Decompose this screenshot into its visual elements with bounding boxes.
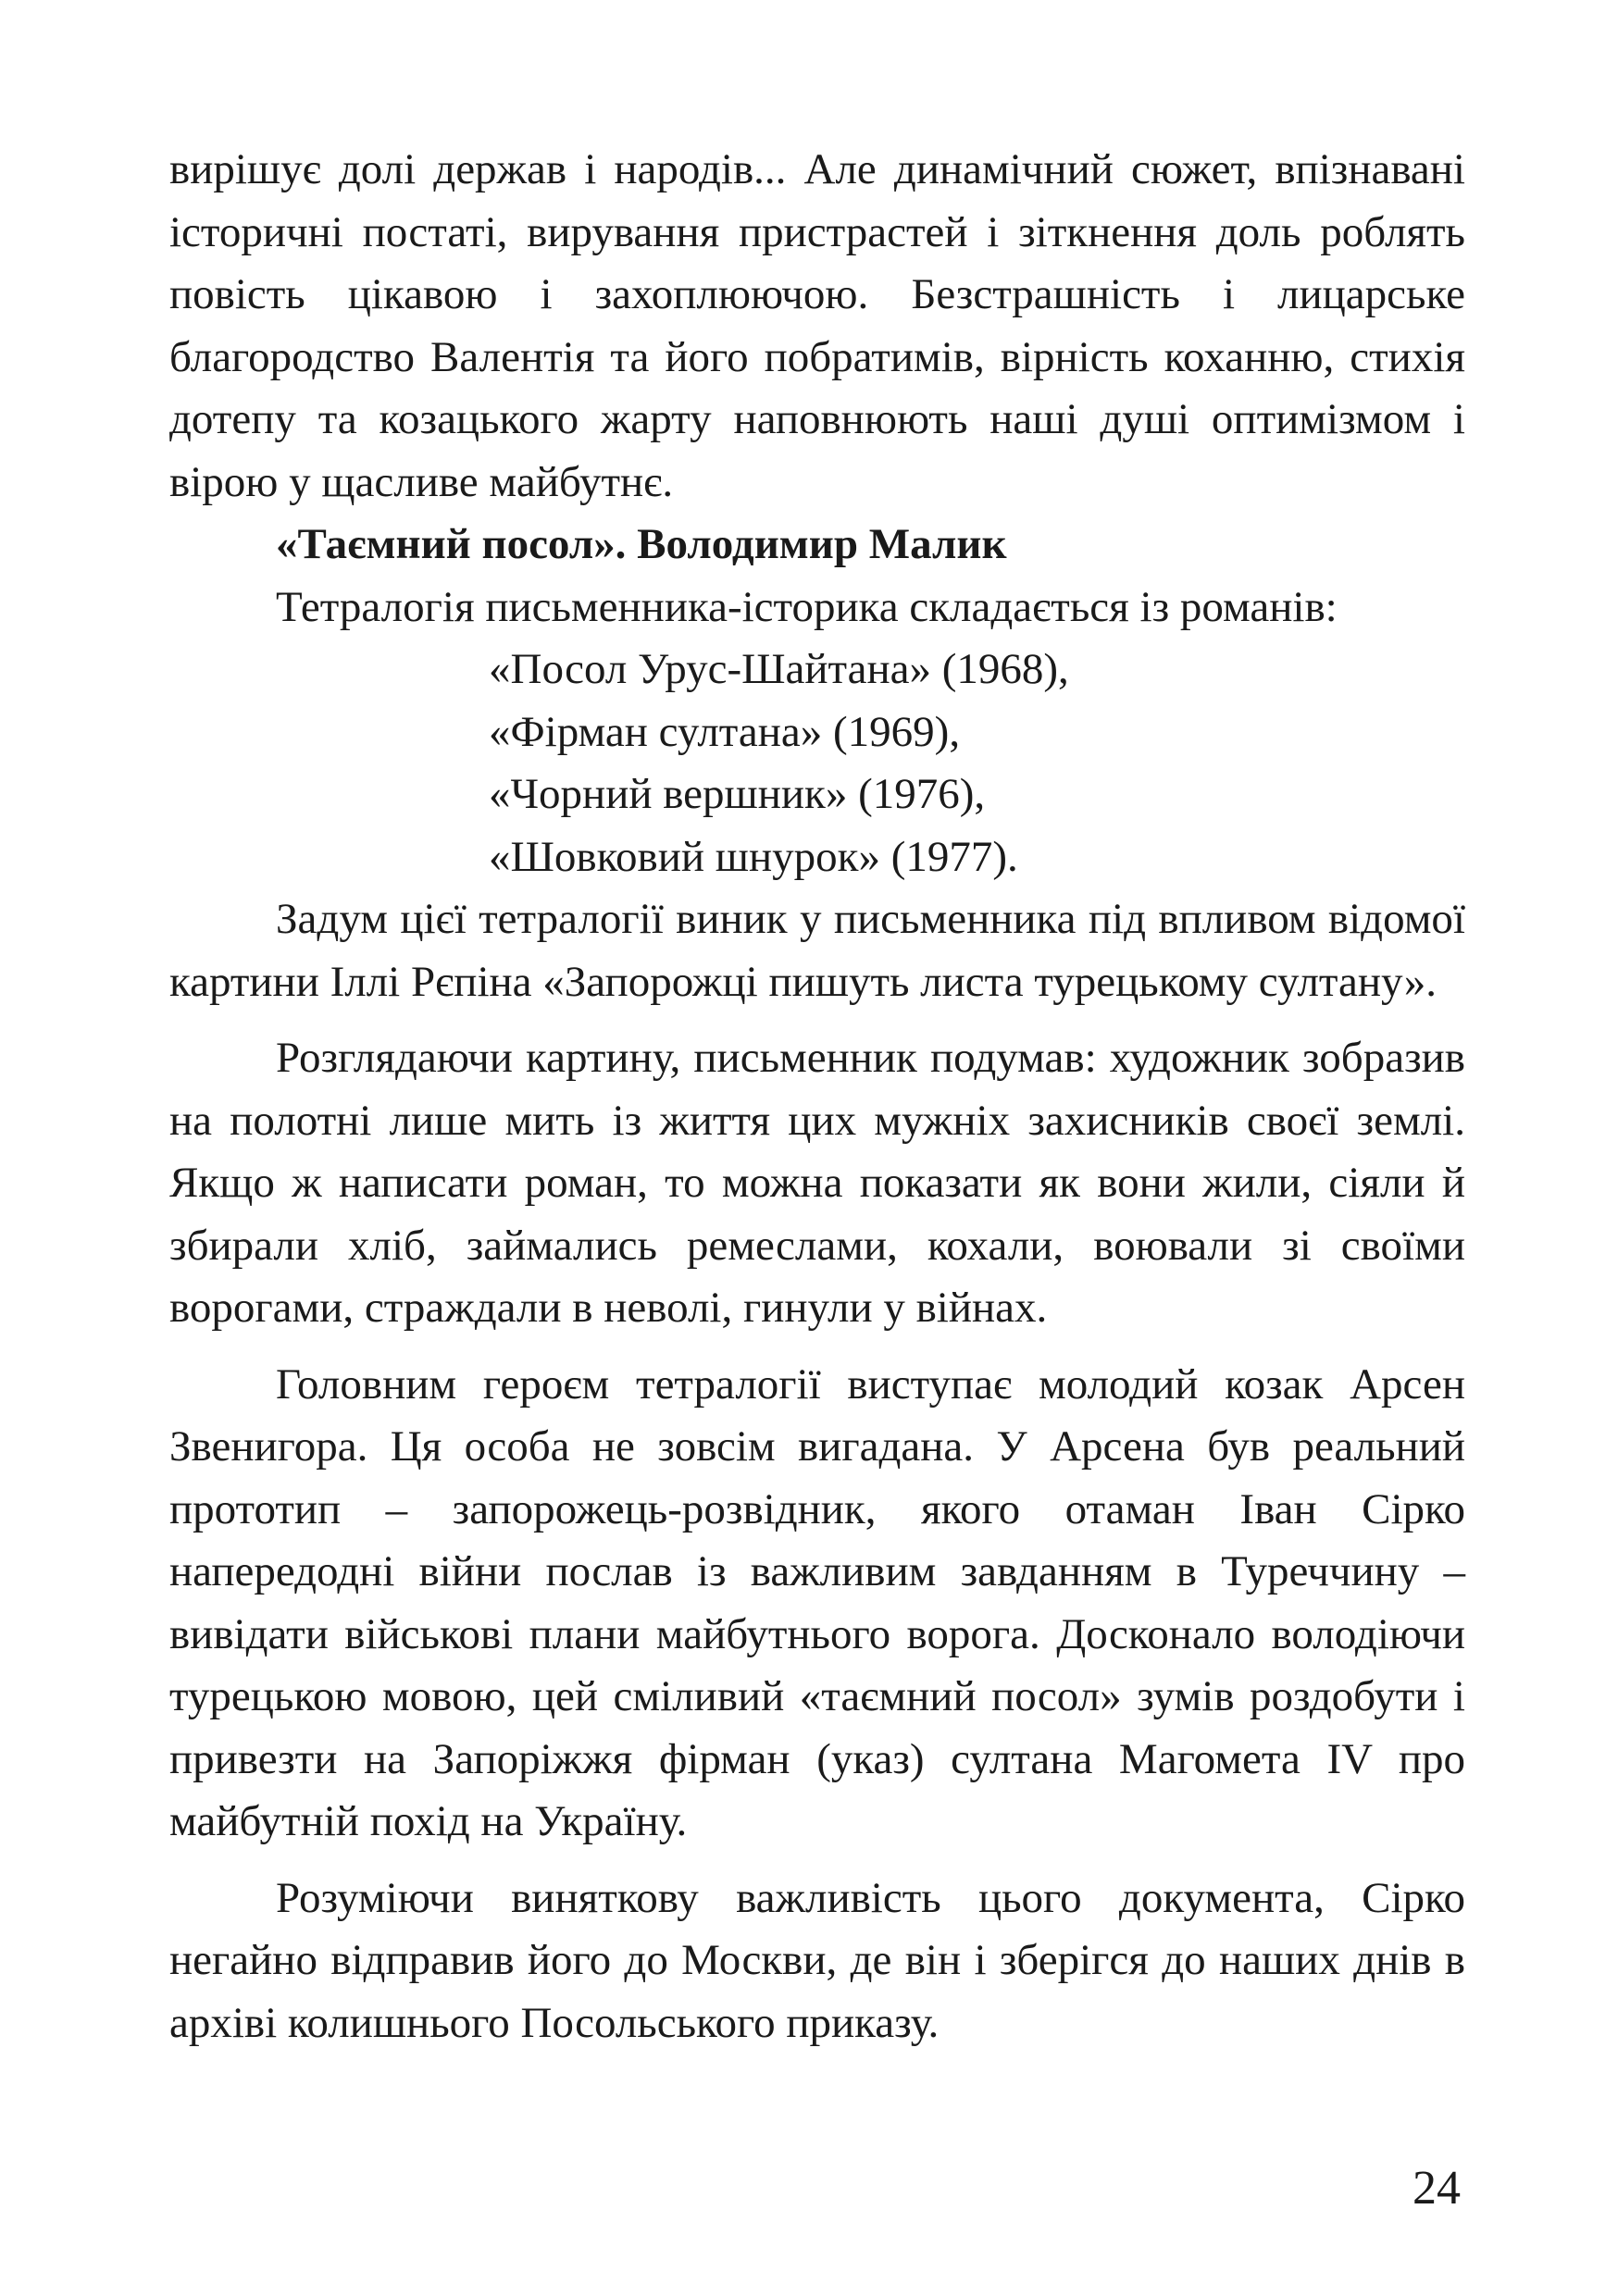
novel-item: «Фірман султана» (1969),: [489, 707, 961, 756]
novel-item: «Чорний вершник» (1976),: [489, 770, 986, 818]
paragraph: Задум цієї тетралогії виник у письменника під впливом відомої картини Іллі Рєпіна «Запорожці пишуть листа турецькому султану».: [169, 895, 1465, 1006]
paragraph: Головним героєм тетралогії виступає молодий козак Арсен Звенигора. Ця особа не зовсім вигадана. У Арсена був реальний прототип – запорожець-розвідник, якого отаман Іван Сірко напередодні війни послав із важливим завданням в Туреччину – вивідати військові плани майбутнього ворога. Досконало володіючи турецькою мовою, цей сміливий «таємний посол» зумів роздобути і привезти на Запоріжжя фірман (указ) султана Магомета IV про майбутній похід на Україну.: [169, 1359, 1465, 1845]
page-number: 24: [1413, 2162, 1461, 2215]
novel-item: «Посол Урус-Шайтана» (1968),: [489, 645, 1069, 693]
opening-paragraph: вирішує долі держав і народів... Але динамічний сюжет, впізнавані історичні постаті, вирування пристрастей і зіткнення доль роблять повість цікавою і захоплюючою. Безстрашність і лицарське благородство Валентія та його побратимів, вірність коханню, стихія дотепу та козацького жарту наповнюють наші душі оптимізмом і вірою у щасливе майбутнє.: [169, 145, 1465, 506]
page-body: [169, 139, 1465, 2054]
novel-item: «Шовковий шнурок» (1977).: [489, 832, 1018, 881]
section-heading: «Таємний посол». Володимир Малик: [276, 520, 1007, 568]
section-intro: Тетралогія письменника-історика складається із романів:: [276, 582, 1338, 631]
novels-list: [169, 639, 1465, 888]
paragraph: Розуміючи виняткову важливість цього документа, Сірко негайно відправив його до Москви, де він і зберігся до наших днів в архіві колишнього Посольського приказу.: [169, 1873, 1465, 2047]
paragraph: Розглядаючи картину, письменник подумав: художник зобразив на полотні лише мить із життя цих мужніх захисників своєї землі. Якщо ж написати роман, то можна показати як вони жили, сіяли й збирали хліб, займались ремеслами, кохали, воювали зі своїми ворогами, страждали в неволі, гинули у війнах.: [169, 1034, 1465, 1332]
